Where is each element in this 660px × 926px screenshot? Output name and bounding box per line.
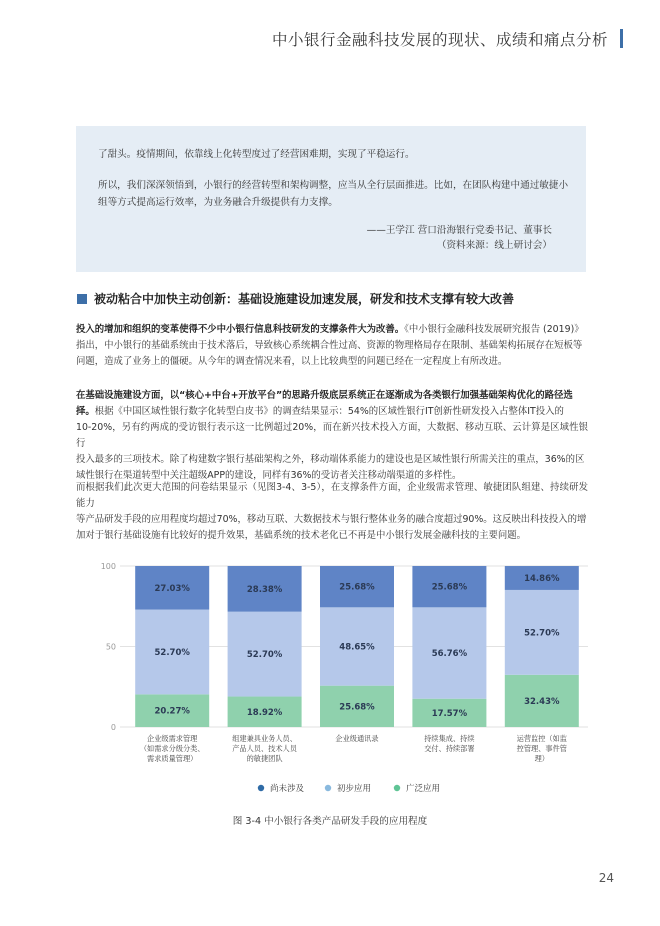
bar-data-label: 18.92% — [246, 707, 283, 718]
bar-data-label: 56.76% — [431, 649, 468, 660]
quote-source: （资料来源：线上研讨会） — [436, 240, 552, 251]
legend-label: 初步应用 — [337, 784, 372, 794]
x-tick-label: 交付、持续部署 — [424, 744, 475, 753]
y-tick-label: 50 — [105, 642, 116, 652]
x-tick-label: 组建兼具业务人员、 — [232, 734, 297, 743]
bar-data-label: 27.03% — [154, 583, 190, 594]
quote-box — [76, 126, 586, 272]
paragraph-bold: 在基础设施建设方面，以“核心+中台+开放平台”的思路升级底层系统正在逐渐成为各类银行加强基础架构优化的路径选 — [76, 390, 573, 401]
bar-data-label: 52.70% — [524, 628, 560, 639]
bar-data-label: 52.70% — [154, 647, 190, 658]
paragraph-text: 10-20%，另有约两成的受访银行表示这一比例超过20%，而在新兴技术投入方面，大数据、移动互联、云计算是区域性银行 — [76, 422, 588, 449]
bar-data-label: 32.43% — [524, 696, 560, 707]
y-tick-label: 100 — [100, 562, 116, 571]
header-title: 中小银行金融科技发展的现状、成绩和痛点分析 — [271, 31, 608, 49]
section-marker — [77, 294, 87, 304]
legend-marker — [325, 785, 331, 791]
bar-data-label: 28.38% — [246, 584, 283, 595]
bar-data-label: 25.68% — [339, 582, 375, 593]
x-tick-label: 企业级需求管理 — [147, 734, 198, 743]
x-tick-label: 持续集成、持续 — [424, 734, 475, 743]
legend-label: 广泛应用 — [406, 784, 441, 794]
paragraph-text: 而根据我们此次更大范围的问卷结果显示（见图3-4、3-5），在支撑条件方面，企业级需求管理、敏捷团队组建、持续研发能力 — [76, 482, 588, 509]
paragraph-3 — [76, 480, 588, 544]
x-tick-label: 产品人员、技术人员 — [232, 744, 297, 753]
paragraph-text: 《中小银行金融科技发展研究报告 (2019)》 — [404, 324, 584, 335]
bar-data-label: 20.27% — [154, 706, 190, 717]
bar-data-label: 25.68% — [339, 702, 375, 713]
paragraph-1 — [76, 322, 588, 370]
paragraph-text: 根据《中国区域性银行数字化转型白皮书》的调查结果显示：54%的区域性银行IT创新性研发投入占整体IT投入的 — [94, 406, 564, 417]
x-tick-label: 运营监控（如监 — [516, 734, 567, 743]
paragraph-2 — [76, 388, 588, 484]
quote-line: 了甜头。疫情期间，依靠线上化转型度过了经营困难期，实现了平稳运行。 — [98, 149, 415, 160]
bar-data-label: 17.57% — [431, 708, 468, 719]
x-tick-label: 需求质量管理） — [147, 754, 198, 763]
x-tick-label: 企业级通讯录 — [335, 734, 379, 743]
bar-data-label: 52.70% — [246, 650, 283, 661]
section-title: 被动粘合中加快主动创新：基础设施建设加速发展，研发和技术支撑有较大改善 — [94, 292, 515, 306]
paragraph-text: 加对于银行基础设施有比较好的提升效果，基础系统的技术老化已不再是中小银行发展金融科技的主要问题。 — [76, 530, 527, 541]
y-tick-label: 0 — [110, 723, 116, 732]
paragraph-text: 等产品研发手段的应用程度均超过70%，移动互联、大数据技术与银行整体业务的融合度超过90%。这反映出科技投入的增 — [76, 514, 587, 525]
legend-marker — [394, 785, 400, 791]
quote-line: 所以，我们深深领悟到，小银行的经营转型和架构调整，应当从全行层面推进。比如，在团队构建中通过敏捷小 — [98, 180, 569, 191]
page-number: 24 — [598, 871, 614, 885]
x-tick-label: 理） — [534, 754, 549, 763]
x-tick-label: 控管理、事件管 — [516, 744, 567, 753]
x-tick-label: （如需求分级分类、 — [139, 744, 205, 753]
quote-line: 组等方式提高运行效率，为业务融合升级提供有力支撑。 — [98, 197, 338, 208]
bar-data-label: 48.65% — [339, 642, 375, 653]
paragraph-text: 域性银行在渠道转型中关注超级APP的建设，同样有36%的受访者关注移动端渠道的多样性。 — [76, 470, 462, 481]
legend-label: 尚未涉及 — [270, 784, 305, 794]
paragraph-text: 问题，造成了业务上的僵硬。从今年的调查情况来看，以上比较典型的问题已经在一定程度上有所改进。 — [76, 356, 508, 367]
figure-caption: 图 3-4 中小银行各类产品研发手段的应用程度 — [232, 816, 428, 827]
stacked-bar-chart — [76, 555, 596, 800]
bar-data-label: 25.68% — [431, 582, 468, 593]
legend-marker — [258, 785, 264, 791]
bar-data-label: 14.86% — [524, 573, 560, 584]
x-tick-label: 的敏捷团队 — [246, 754, 283, 763]
quote-signature: ——王学江 营口沿海银行党委书记、董事长 — [366, 225, 552, 236]
paragraph-text: 投入最多的三项技术。除了构建数字银行基础架构之外，移动端体系能力的建设也是区域性银行所需关注的重点，36%的区 — [76, 454, 585, 465]
header-accent-bar — [620, 29, 623, 48]
paragraph-text: 指出，中小银行的基础系统由于技术落后，导致核心系统耦合性过高、资源的物理格局存在限制、基础架构拓展存在短板等 — [76, 340, 583, 351]
paragraph-bold: 投入的增加和组织的变革使得不少中小银行信息科技研发的支撑条件大为改善。 — [76, 324, 405, 335]
paragraph-bold: 择。 — [76, 406, 95, 417]
